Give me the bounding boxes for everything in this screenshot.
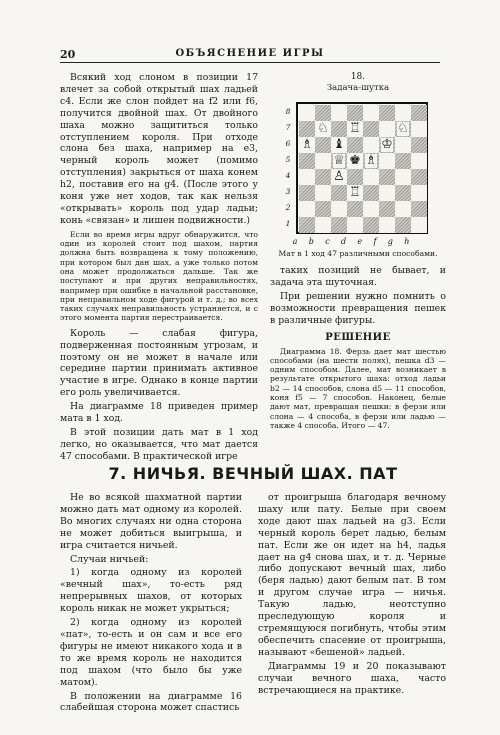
chess-piece: ♕ (333, 153, 345, 168)
board-square (379, 169, 395, 185)
board-square (411, 217, 427, 233)
rank-label: 2 (285, 203, 291, 212)
board-square (411, 185, 427, 201)
board-square (395, 201, 411, 217)
board-square (395, 137, 411, 153)
board-square (315, 121, 331, 137)
file-label: c (325, 237, 330, 246)
board-square (395, 105, 411, 121)
board-square (347, 185, 363, 201)
left-column-bottom (60, 492, 242, 716)
page-header (60, 46, 440, 66)
board-square (411, 105, 427, 121)
chess-piece: ♗ (365, 153, 377, 168)
board-square (363, 153, 379, 169)
file-labels (287, 236, 415, 247)
board-square (347, 217, 363, 233)
file-label: h (404, 237, 410, 246)
board-square (347, 105, 363, 121)
rank-label: 1 (285, 219, 291, 228)
rank-label: 7 (285, 123, 291, 132)
board-square (411, 153, 427, 169)
board-square (363, 105, 379, 121)
board-square (347, 153, 363, 169)
file-label: d (340, 237, 347, 246)
board-square (331, 105, 347, 121)
header-rule (60, 62, 440, 63)
board-square (299, 137, 315, 153)
chess-piece: ♖ (349, 185, 361, 200)
file-label: f (373, 237, 377, 246)
paragraph: Всякий ход слоном в позиции 17 влечет за собой открытый шах ладьей с4. Если же слон пойдет на f2 или f6, получится двойной шах. От двойного шаха можно защититься только отступлением короля. При отходе слона без шаха, например на е3, черный король может (помимо отступления) закрыться от шаха конем h2, поставив его на g4. (После этого у коня уже нет ходов, так как нельзя «открывать» король под удар ладьи; конь «связан» и лишен подвижности.) (60, 72, 258, 226)
paragraph: В этой позиции дать мат в 1 ход легко, но оказывается, что мат дается 47 способами. В практической игре (60, 427, 258, 462)
file-label: e (357, 237, 363, 246)
board-square (299, 153, 315, 169)
board-square (363, 201, 379, 217)
board-grid (299, 105, 425, 233)
chess-piece: ♚ (349, 153, 361, 168)
rank-label: 5 (285, 155, 291, 164)
chess-diagram-figure (270, 72, 446, 259)
board-square (363, 121, 379, 137)
board-square (363, 137, 379, 153)
board-square (347, 137, 363, 153)
board-square (315, 185, 331, 201)
solution-text: Диаграмма 18. Ферзь дает мат шестью способами (на шести полях), пешка d3 — одним способом. Далее, мат возникает в результате открытого шаха: отход ладьи b2 — 14 способов, слона d5 — 11 способов, коня f5 — 7 способов. Наконец, белые дают мат, превращая пешки: в ферзи или слона — 4 способа, в ферзи или ладью — также 4 способа. Итого — 47. (270, 346, 446, 430)
board-square (363, 185, 379, 201)
board-square (331, 121, 347, 137)
paragraph: Диаграммы 19 и 20 показывают случаи вечного шаха, часто встречающиеся на практике. (258, 660, 446, 696)
solution-heading: РЕШЕНИЕ (325, 331, 391, 343)
board-square (379, 185, 395, 201)
board-square (315, 105, 331, 121)
chess-piece: ♔ (381, 137, 393, 152)
chess-piece: ♖ (349, 121, 361, 136)
chess-piece: ♘ (317, 121, 329, 136)
board-square (379, 153, 395, 169)
running-head: ОБЪЯСНЕНИЕ ИГРЫ (175, 48, 325, 59)
board-square (315, 169, 331, 185)
board-square (395, 121, 411, 137)
paragraph: 2) когда одному из королей «пат», то-есть и он сам и все его фигуры не имеют никакого хода и в то же время король не находится под шахом (что было бы уже матом). (60, 617, 242, 688)
paragraph: Не во всякой шахматной партии можно дать мат одному из королей. Во многих случаях ни одна сторона не может добиться выигрыша, и игра считается ничьей. (60, 492, 242, 551)
board-square (315, 153, 331, 169)
board-square (411, 169, 427, 185)
rank-labels (283, 104, 293, 232)
board-square (331, 137, 347, 153)
board-square (379, 137, 395, 153)
board-square (299, 217, 315, 233)
file-label: a (292, 237, 298, 246)
board-square (299, 121, 315, 137)
board-square (363, 169, 379, 185)
board-square (299, 105, 315, 121)
board-square (363, 217, 379, 233)
chapter-title: 7. НИЧЬЯ. ВЕЧНЫЙ ШАХ. ПАТ (108, 464, 398, 483)
rank-label: 8 (285, 107, 291, 116)
board-square (379, 201, 395, 217)
chess-piece: ♝ (333, 137, 345, 152)
paragraph: Случаи ничьей: (70, 553, 149, 565)
board-square (315, 201, 331, 217)
chess-piece: ♘ (397, 121, 409, 136)
board-square (331, 169, 347, 185)
paragraph: таких позиций не бывает, и задача эта шуточная. (270, 265, 446, 288)
paragraph: В положении на диаграмме 16 слабейшая сторона может спастись (60, 690, 242, 714)
diagram-number: 18. (350, 72, 366, 82)
board-square (347, 169, 363, 185)
chess-board (296, 102, 428, 234)
right-column-bottom (258, 492, 446, 698)
footnote-paragraph: Если во время игры вдруг обнаружится, что один из королей стоит под шахом, партия должна быть возвращена к тому положению, при котором был дан шах, а уже только потом она может продолжаться дальше. Так же поступают и при других неправильностях, например при ошибке в начальной расстановке, при неправильном ходе фигурой и т. д.; во всех таких случаях неправильность устраняется, и с этого момента партия перестраивается. (60, 229, 258, 323)
board-square (347, 201, 363, 217)
board-square (299, 185, 315, 201)
file-label: b (308, 237, 314, 246)
board-square (331, 185, 347, 201)
board-square (331, 217, 347, 233)
board-square (331, 153, 347, 169)
board-square (411, 121, 427, 137)
board-square (395, 169, 411, 185)
board-square (395, 185, 411, 201)
left-column-top (60, 72, 258, 465)
board-square (299, 169, 315, 185)
diagram-title: Задача-шутка (326, 83, 390, 93)
board-square (411, 137, 427, 153)
board-wrapper (283, 96, 433, 236)
rank-label: 4 (285, 171, 291, 180)
paragraph: от проигрыша благодаря вечному шаху или пату. Белые при своем ходе дают шах ладьей на g3. Если черный король берет ладью, белым пат. Если же он идет на h4, ладья дает на g4 снова шах, и т. д. Черные либо допускают вечный шах, либо (беря ладью) дают белым пат. В том и другом случае игра — ничья. Такую ладью, неотступно преследующую короля и стремящуюся погибнуть, чтобы этим обеспечить спасение от проигрыша, называют «бешеной» ладьей. (258, 492, 446, 658)
rank-label: 6 (285, 139, 291, 148)
board-square (331, 201, 347, 217)
rank-label: 3 (285, 187, 291, 196)
board-square (411, 201, 427, 217)
page-number: 20 (60, 48, 76, 61)
board-square (379, 105, 395, 121)
chess-piece: ♗ (301, 137, 313, 152)
chess-piece: ♙ (333, 169, 345, 184)
board-square (379, 217, 395, 233)
board-square (379, 121, 395, 137)
board-square (395, 153, 411, 169)
board-square (395, 217, 411, 233)
board-square (299, 201, 315, 217)
diagram-caption: Мат в 1 ход 47 различными способами. (278, 249, 438, 258)
board-square (315, 217, 331, 233)
board-square (347, 121, 363, 137)
paragraph: При решении нужно помнить о возможности превращения пешек в различные фигуры. (270, 290, 446, 326)
paragraph: На диаграмме 18 приведен пример мата в 1 ход. (60, 401, 258, 425)
paragraph: Король — слабая фигура, подверженная постоянным угрозам, и поэтому он не может в начале или середине партии принимать активное участие в игре. Однако в конце партии его роль увеличивается. (60, 327, 258, 399)
file-label: g (387, 237, 393, 246)
board-square (315, 137, 331, 153)
right-column-top (270, 72, 446, 435)
paragraph: 1) когда одному из королей «вечный шах», то-есть ряд непрерывных шахов, от которых король никак не может укрыться; (60, 567, 242, 615)
